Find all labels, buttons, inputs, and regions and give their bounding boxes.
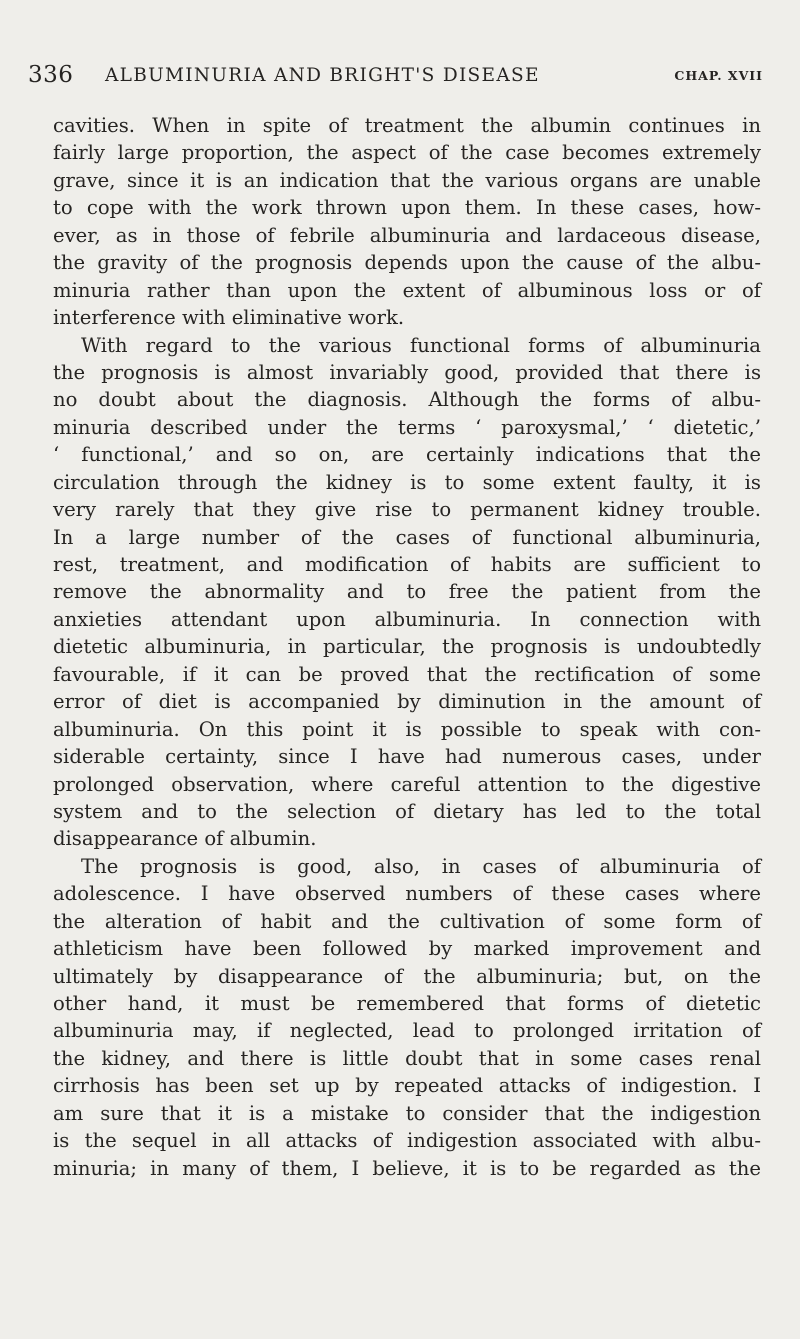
text-line: prolonged observation, where careful attention to the digestive xyxy=(53,772,761,796)
text-line: albuminuria may, if neglected, lead to prolonged irritation of xyxy=(53,1019,761,1043)
text-line: ever, as in those of febrile albuminuria and lardaceous disease, xyxy=(53,223,761,247)
text-line: the alteration of habit and the cultivation of some form of xyxy=(53,909,761,933)
running-title: ALBUMINURIA AND BRIGHT'S DISEASE xyxy=(105,65,540,86)
text-line: system and to the selection of dietary has led to the total xyxy=(53,799,761,823)
text-line: interference with eliminative work. xyxy=(53,306,405,330)
text-line: very rarely that they give rise to permanent kidney trouble. xyxy=(53,498,761,522)
text-line: In a large number of the cases of functional albuminuria, xyxy=(53,525,761,549)
text-line: am sure that it is a mistake to consider that the indigestion xyxy=(53,1101,761,1125)
text-line: to cope with the work thrown upon them. In these cases, how- xyxy=(53,196,761,220)
text-line: dietetic albuminuria, in particular, the prognosis is undoubtedly xyxy=(53,635,761,659)
text-line: anxieties attendant upon albuminuria. In connection with xyxy=(53,607,761,631)
text-line: other hand, it must be remembered that forms of dietetic xyxy=(53,992,761,1015)
text-line: error of diet is accompanied by diminution in the amount of xyxy=(53,690,761,714)
text-line: ultimately by disappearance of the albuminuria; but, on the xyxy=(53,964,761,988)
page-number: 336 xyxy=(28,62,74,88)
text-line: athleticism have been followed by marked improvement and xyxy=(53,937,761,961)
text-line: With regard to the various functional forms of albuminuria xyxy=(81,333,761,357)
text-line: fairly large proportion, the aspect of the case becomes extremely xyxy=(53,141,761,165)
text-line: the kidney, and there is little doubt that in some cases renal xyxy=(53,1046,761,1070)
body-text xyxy=(53,112,761,1182)
text-line: The prognosis is good, also, in cases of albuminuria of xyxy=(81,854,761,878)
text-line: ‘ functional,’ and so on, are certainly indications that the xyxy=(53,443,761,467)
text-line: favourable, if it can be proved that the rectification of some xyxy=(53,662,761,686)
text-line: cirrhosis has been set up by repeated attacks of indigestion. I xyxy=(53,1074,761,1098)
page-header xyxy=(28,62,763,94)
text-line: minuria described under the terms ‘ paroxysmal,’ ‘ dietetic,’ xyxy=(53,415,761,439)
text-line: minuria rather than upon the extent of albuminous loss or of xyxy=(53,278,761,302)
text-line: cavities. When in spite of treatment the albumin continues in xyxy=(53,114,761,137)
text-line: is the sequel in all attacks of indigestion associated with albu- xyxy=(53,1129,761,1153)
text-line: no doubt about the diagnosis. Although the forms of albu- xyxy=(53,388,761,412)
text-line: remove the abnormality and to free the patient from the xyxy=(53,580,761,604)
text-line: minuria; in many of them, I believe, it is to be regarded as the xyxy=(53,1156,761,1180)
text-line: adolescence. I have observed numbers of these cases where xyxy=(53,882,761,906)
text-line: rest, treatment, and modification of habits are sufficient to xyxy=(53,553,761,576)
text-line: disappearance of albumin. xyxy=(53,827,317,851)
chapter-label: CHAP. XVII xyxy=(674,68,763,83)
text-line: the gravity of the prognosis depends upon the cause of the albu- xyxy=(53,251,761,275)
text-line: grave, since it is an indication that the various organs are unable xyxy=(53,168,761,192)
text-line: circulation through the kidney is to some extent faulty, it is xyxy=(53,470,761,494)
text-line: albuminuria. On this point it is possible to speak with con- xyxy=(53,717,761,741)
text-line: the prognosis is almost invariably good, provided that there is xyxy=(53,360,761,384)
text-line: siderable certainty, since I have had numerous cases, under xyxy=(53,745,761,769)
